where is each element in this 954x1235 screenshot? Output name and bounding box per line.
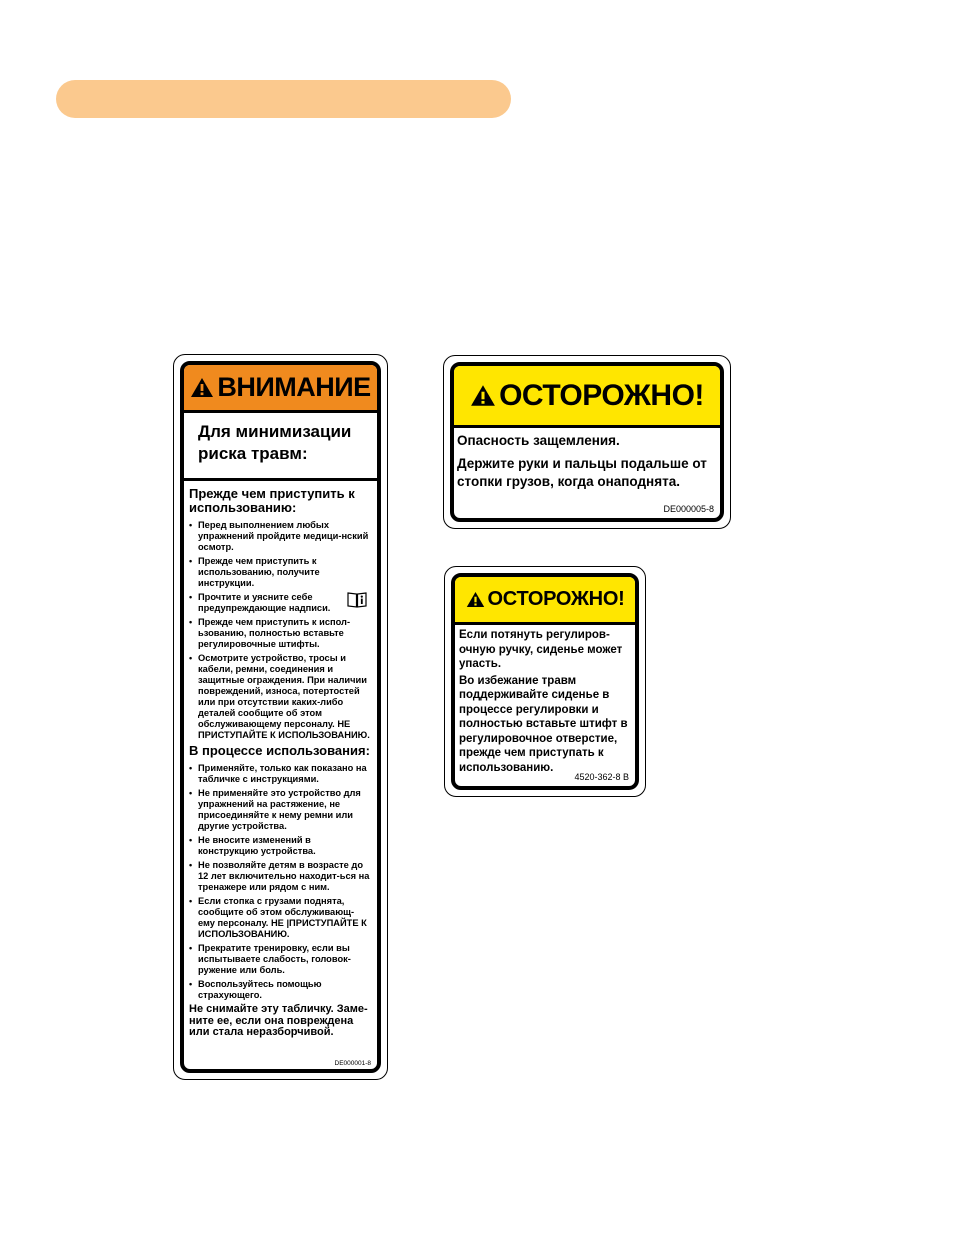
warning-headline: [184, 413, 377, 481]
warning-body: [184, 481, 377, 1039]
warning-label-code: DE000001-8: [334, 1060, 371, 1067]
warning-footer-note: Не снимайте эту табличку. Заме-ните ее, если она повреждена или стала неразборчивой.: [189, 1003, 368, 1038]
before-item-3-text: Прочтите и уясните себе предупреждающие надписи.: [198, 592, 331, 613]
warning-label-frame: [180, 361, 381, 1073]
during-use-list: [189, 763, 371, 1001]
warning-triangle-icon: [470, 384, 496, 407]
section-header-bar: [56, 80, 511, 118]
caution-signal-word-2: ОСТОРОЖНО!: [487, 588, 625, 610]
caution-label-seat-frame: [451, 573, 639, 790]
during-item-1: • Применяйте, только как показано на табличке с инструкциями.: [189, 763, 371, 785]
during-item-6: • Прекратите тренировку, если вы испытываете слабость, головок-ружение или боль.: [189, 943, 371, 976]
caution-text-2: [455, 625, 635, 775]
caution-2-code: 4520-362-8 B: [574, 772, 629, 782]
during-item-2: • Не применяйте это устройство для упражнений на растяжение, не присоединяйте к нему ремни или другие устройства.: [189, 788, 371, 832]
caution-signal-bar-1: [454, 366, 720, 428]
during-use-title: В процессе использования:: [189, 743, 370, 758]
before-item-4: • Прежде чем приступить к испол-ьзованию, полностью вставьте регулировочные штифты.: [189, 617, 371, 650]
before-use-list: [189, 520, 371, 741]
caution-2-para1: Если потянуть регулиров-очную ручку, сиденье может упасть.: [459, 629, 623, 670]
caution-label-seat: [444, 566, 646, 797]
warning-headline-line2: риска травм:: [198, 444, 308, 463]
book-info-icon: [347, 591, 367, 608]
before-use-title: Прежде чем приступить к использованию:: [189, 486, 355, 515]
warning-label: [173, 354, 388, 1080]
during-item-4: • Не позволяйте детям в возрасте до 12 лет включительно находит-ься на тренажере или рядом с ним.: [189, 860, 371, 893]
before-item-5: • Осмотрите устройство, тросы и кабели, ремни, соединения и защитные ограждения. При наличии повреждений, износа, потертостей или при отсутствии каких-либо деталей сообщите об этом обслуживающему персоналу. НЕ ПРИСТУПАЙТЕ К ИСПОЛЬЗОВАНИЮ.: [189, 653, 371, 741]
during-item-7: • Воспользуйтесь помощью страхующего.: [189, 979, 371, 1001]
before-item-2: • Прежде чем приступить к использованию, получите инструкции.: [189, 556, 371, 589]
caution-1-code: DE000005-8: [663, 504, 714, 514]
caution-1-line2: Держите руки и пальцы подальше от стопки грузов, когда онаподнята.: [457, 456, 707, 489]
caution-signal-word-1: ОСТОРОЖНО!: [499, 378, 704, 412]
warning-headline-line1: Для минимизации: [198, 422, 352, 441]
before-item-3: [189, 592, 371, 614]
caution-label-pinch: [443, 355, 731, 529]
caution-2-para2: Во избежание травм поддерживайте сиденье в процессе регулировки и полностью вставьте штифт в регулировочное отверстие, прежде чем приступать к использованию.: [459, 674, 628, 774]
warning-signal-word: ВНИМАНИЕ: [217, 372, 371, 402]
caution-text-1: [454, 428, 720, 491]
during-item-5: • Если стопка с грузами поднята, сообщите об этом обслуживающ-ему персоналу. НЕ |ПРИСТУПАЙТЕ К ИСПОЛЬЗОВАНИЮ.: [189, 896, 371, 940]
caution-signal-bar-2: [455, 577, 635, 625]
warning-triangle-icon: [466, 591, 485, 608]
warning-triangle-icon: [190, 377, 214, 398]
during-item-3: • Не вносите изменений в конструкцию устройства.: [189, 835, 371, 857]
caution-1-line1: Опасность защемления.: [457, 433, 620, 448]
warning-signal-bar: [184, 365, 377, 413]
before-item-1: • Перед выполнением любых упражнений пройдите медици-нский осмотр.: [189, 520, 371, 553]
caution-label-pinch-frame: [450, 362, 724, 522]
